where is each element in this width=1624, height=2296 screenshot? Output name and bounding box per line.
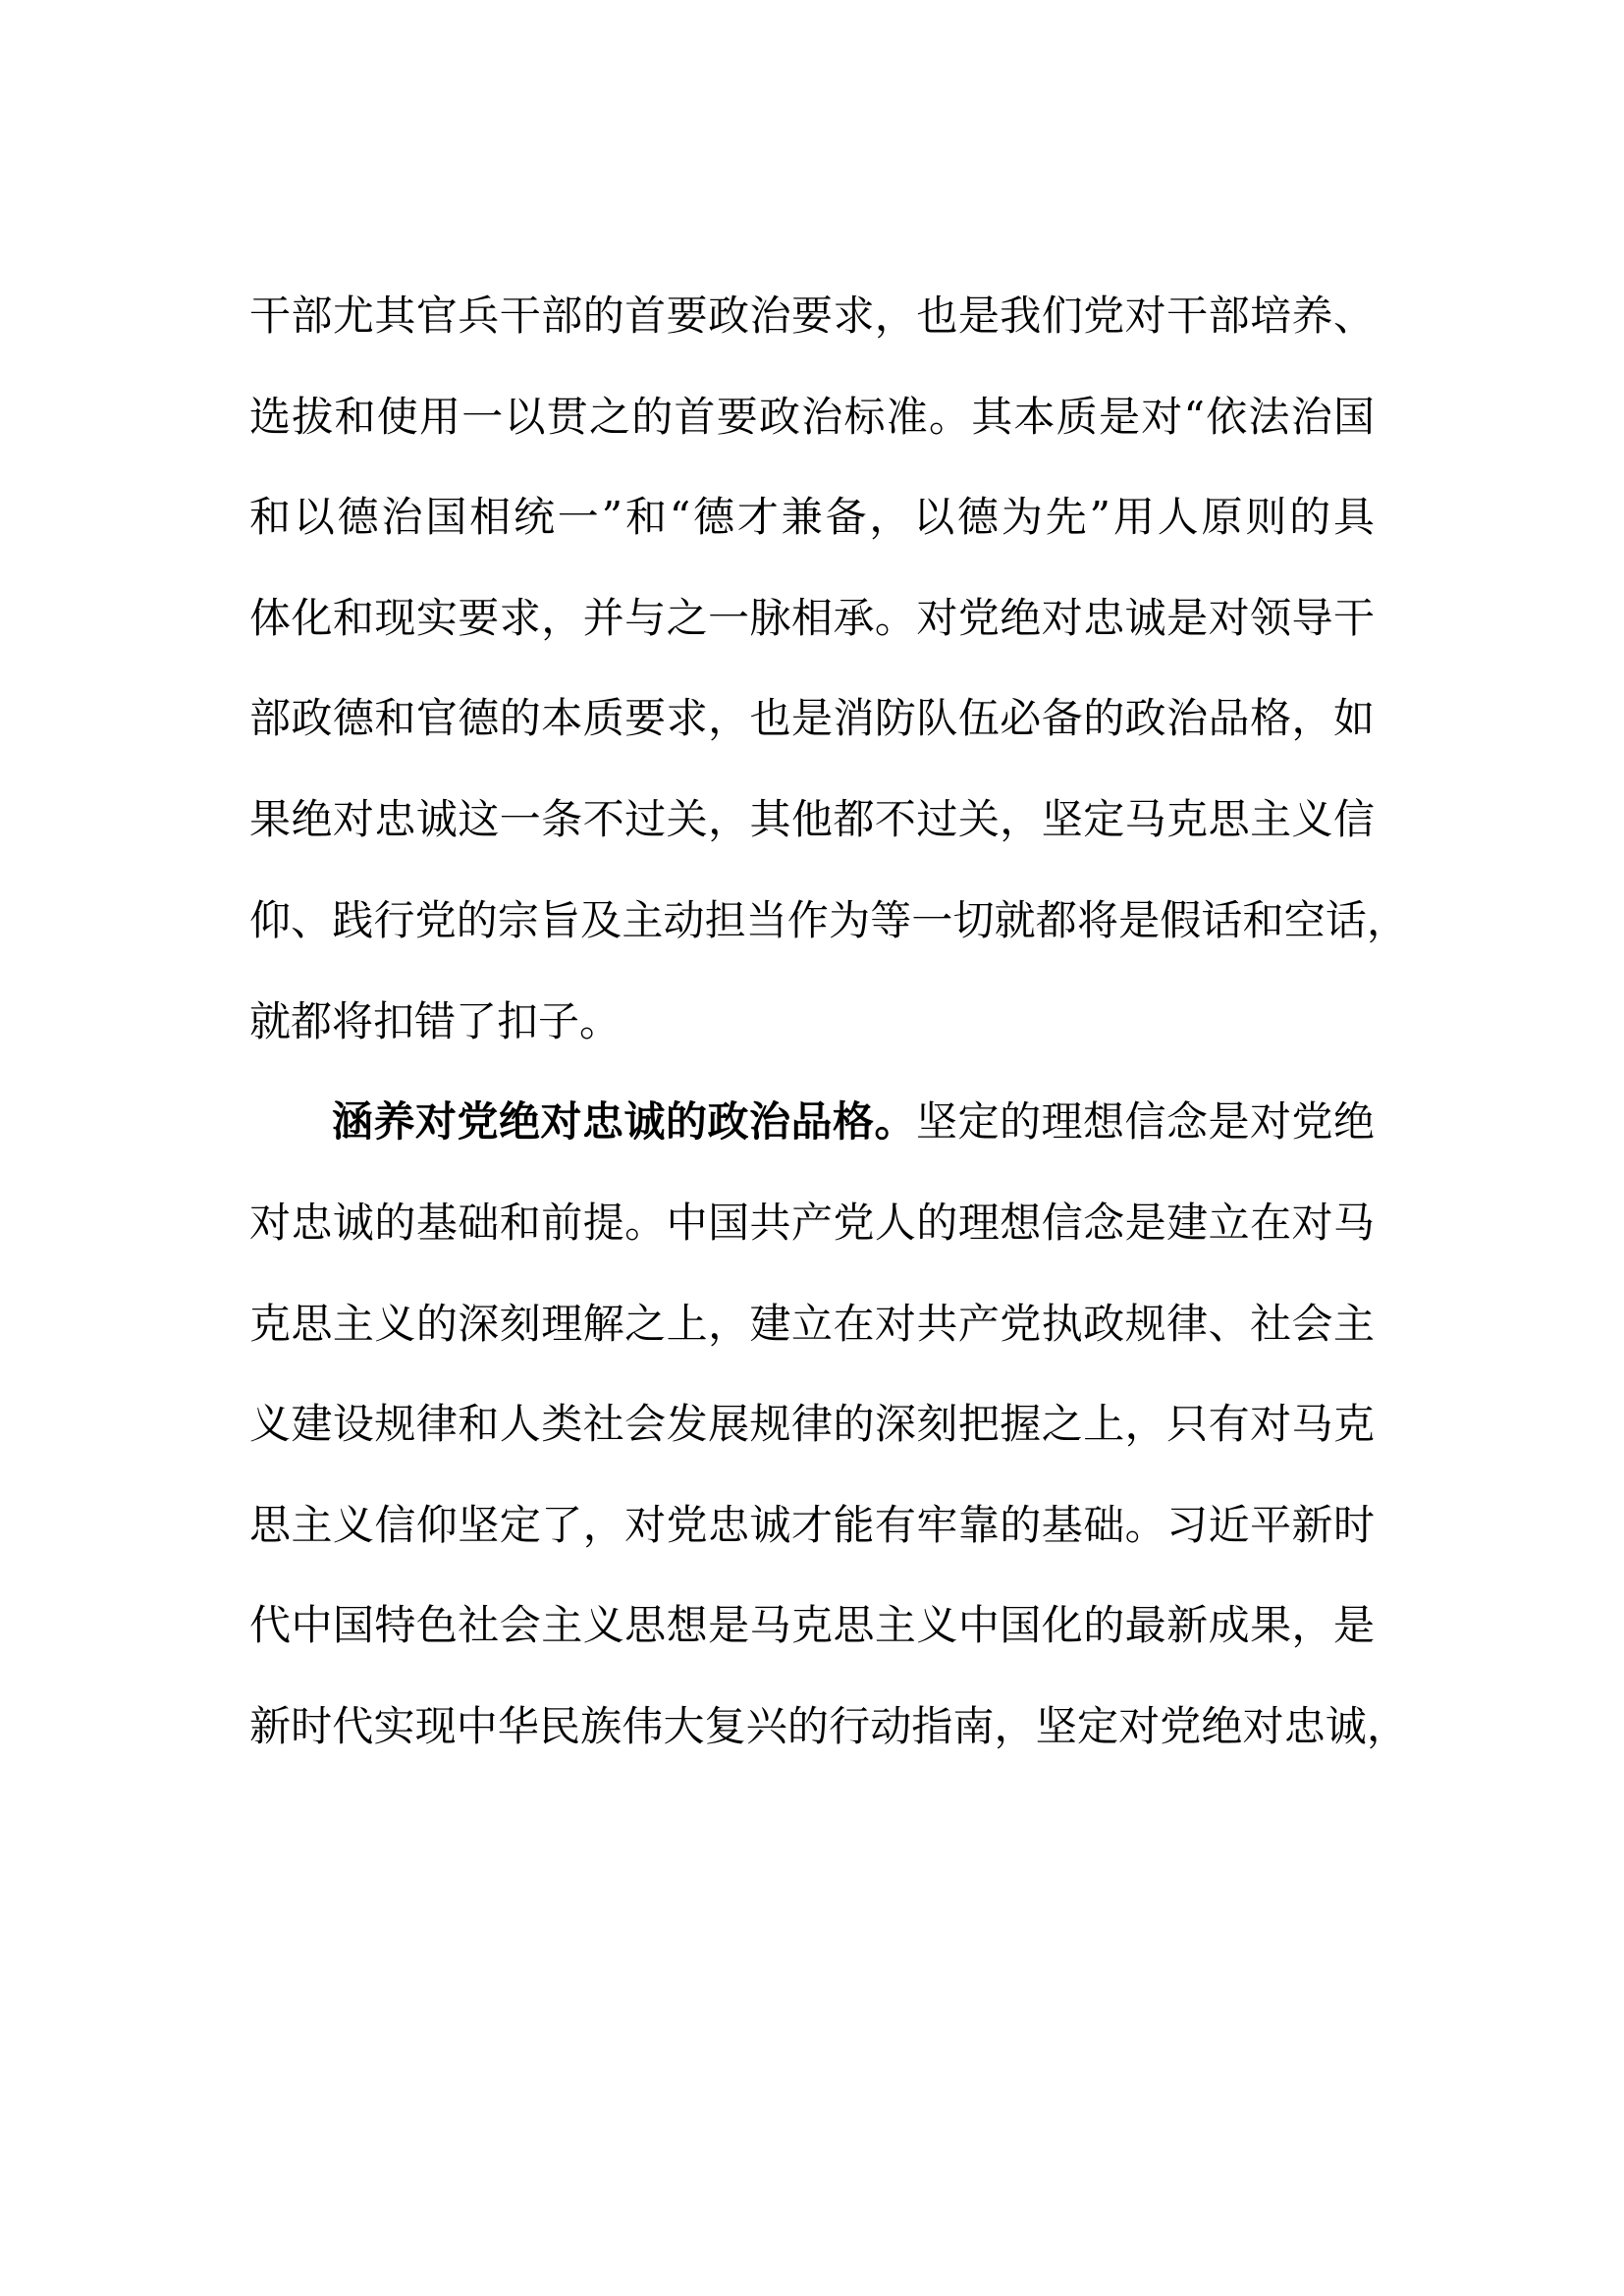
text-line: 干部尤其官兵干部的首要政治要求，也是我们党对干部培养、: [249, 292, 1375, 340]
text-line: 和以德治国相统一”和“德才兼备，以德为先”用人原则的具: [249, 493, 1375, 541]
paragraph-heading: 涵养对党绝对忠诚的政治品格。: [332, 1097, 916, 1146]
paragraph-first-line: [332, 1095, 1375, 1149]
text-line: 义建设规律和人类社会发展规律的深刻把握之上，只有对马克: [249, 1400, 1375, 1448]
text-line: 克思主义的深刻理解之上，建立在对共产党执政规律、社会主: [249, 1300, 1375, 1348]
text-line: 就都将扣错了扣子。: [249, 997, 622, 1045]
text-line: 新时代实现中华民族伟大复兴的行动指南，坚定对党绝对忠诚，: [249, 1702, 1408, 1750]
text-line: 思主义信仰坚定了，对党忠诚才能有牢靠的基础。习近平新时: [249, 1501, 1375, 1549]
text-line: 代中国特色社会主义思想是马克思主义中国化的最新成果，是: [249, 1601, 1375, 1649]
text-line: 选拔和使用一以贯之的首要政治标准。其本质是对“依法治国: [249, 393, 1375, 441]
text-line: 果绝对忠诚这一条不过关，其他都不过关，坚定马克思主义信: [249, 795, 1375, 843]
text-line: 部政德和官德的本质要求，也是消防队伍必备的政治品格，如: [249, 694, 1375, 742]
text-line: 体化和现实要求，并与之一脉相承。对党绝对忠诚是对领导干: [249, 594, 1375, 642]
text-line: 对忠诚的基础和前提。中国共产党人的理想信念是建立在对马: [249, 1199, 1375, 1247]
text-line: 仰、践行党的宗旨及主动担当作为等一切就都将是假话和空话，: [249, 896, 1408, 944]
text-span: 坚定的理想信念是对党绝: [915, 1097, 1375, 1146]
